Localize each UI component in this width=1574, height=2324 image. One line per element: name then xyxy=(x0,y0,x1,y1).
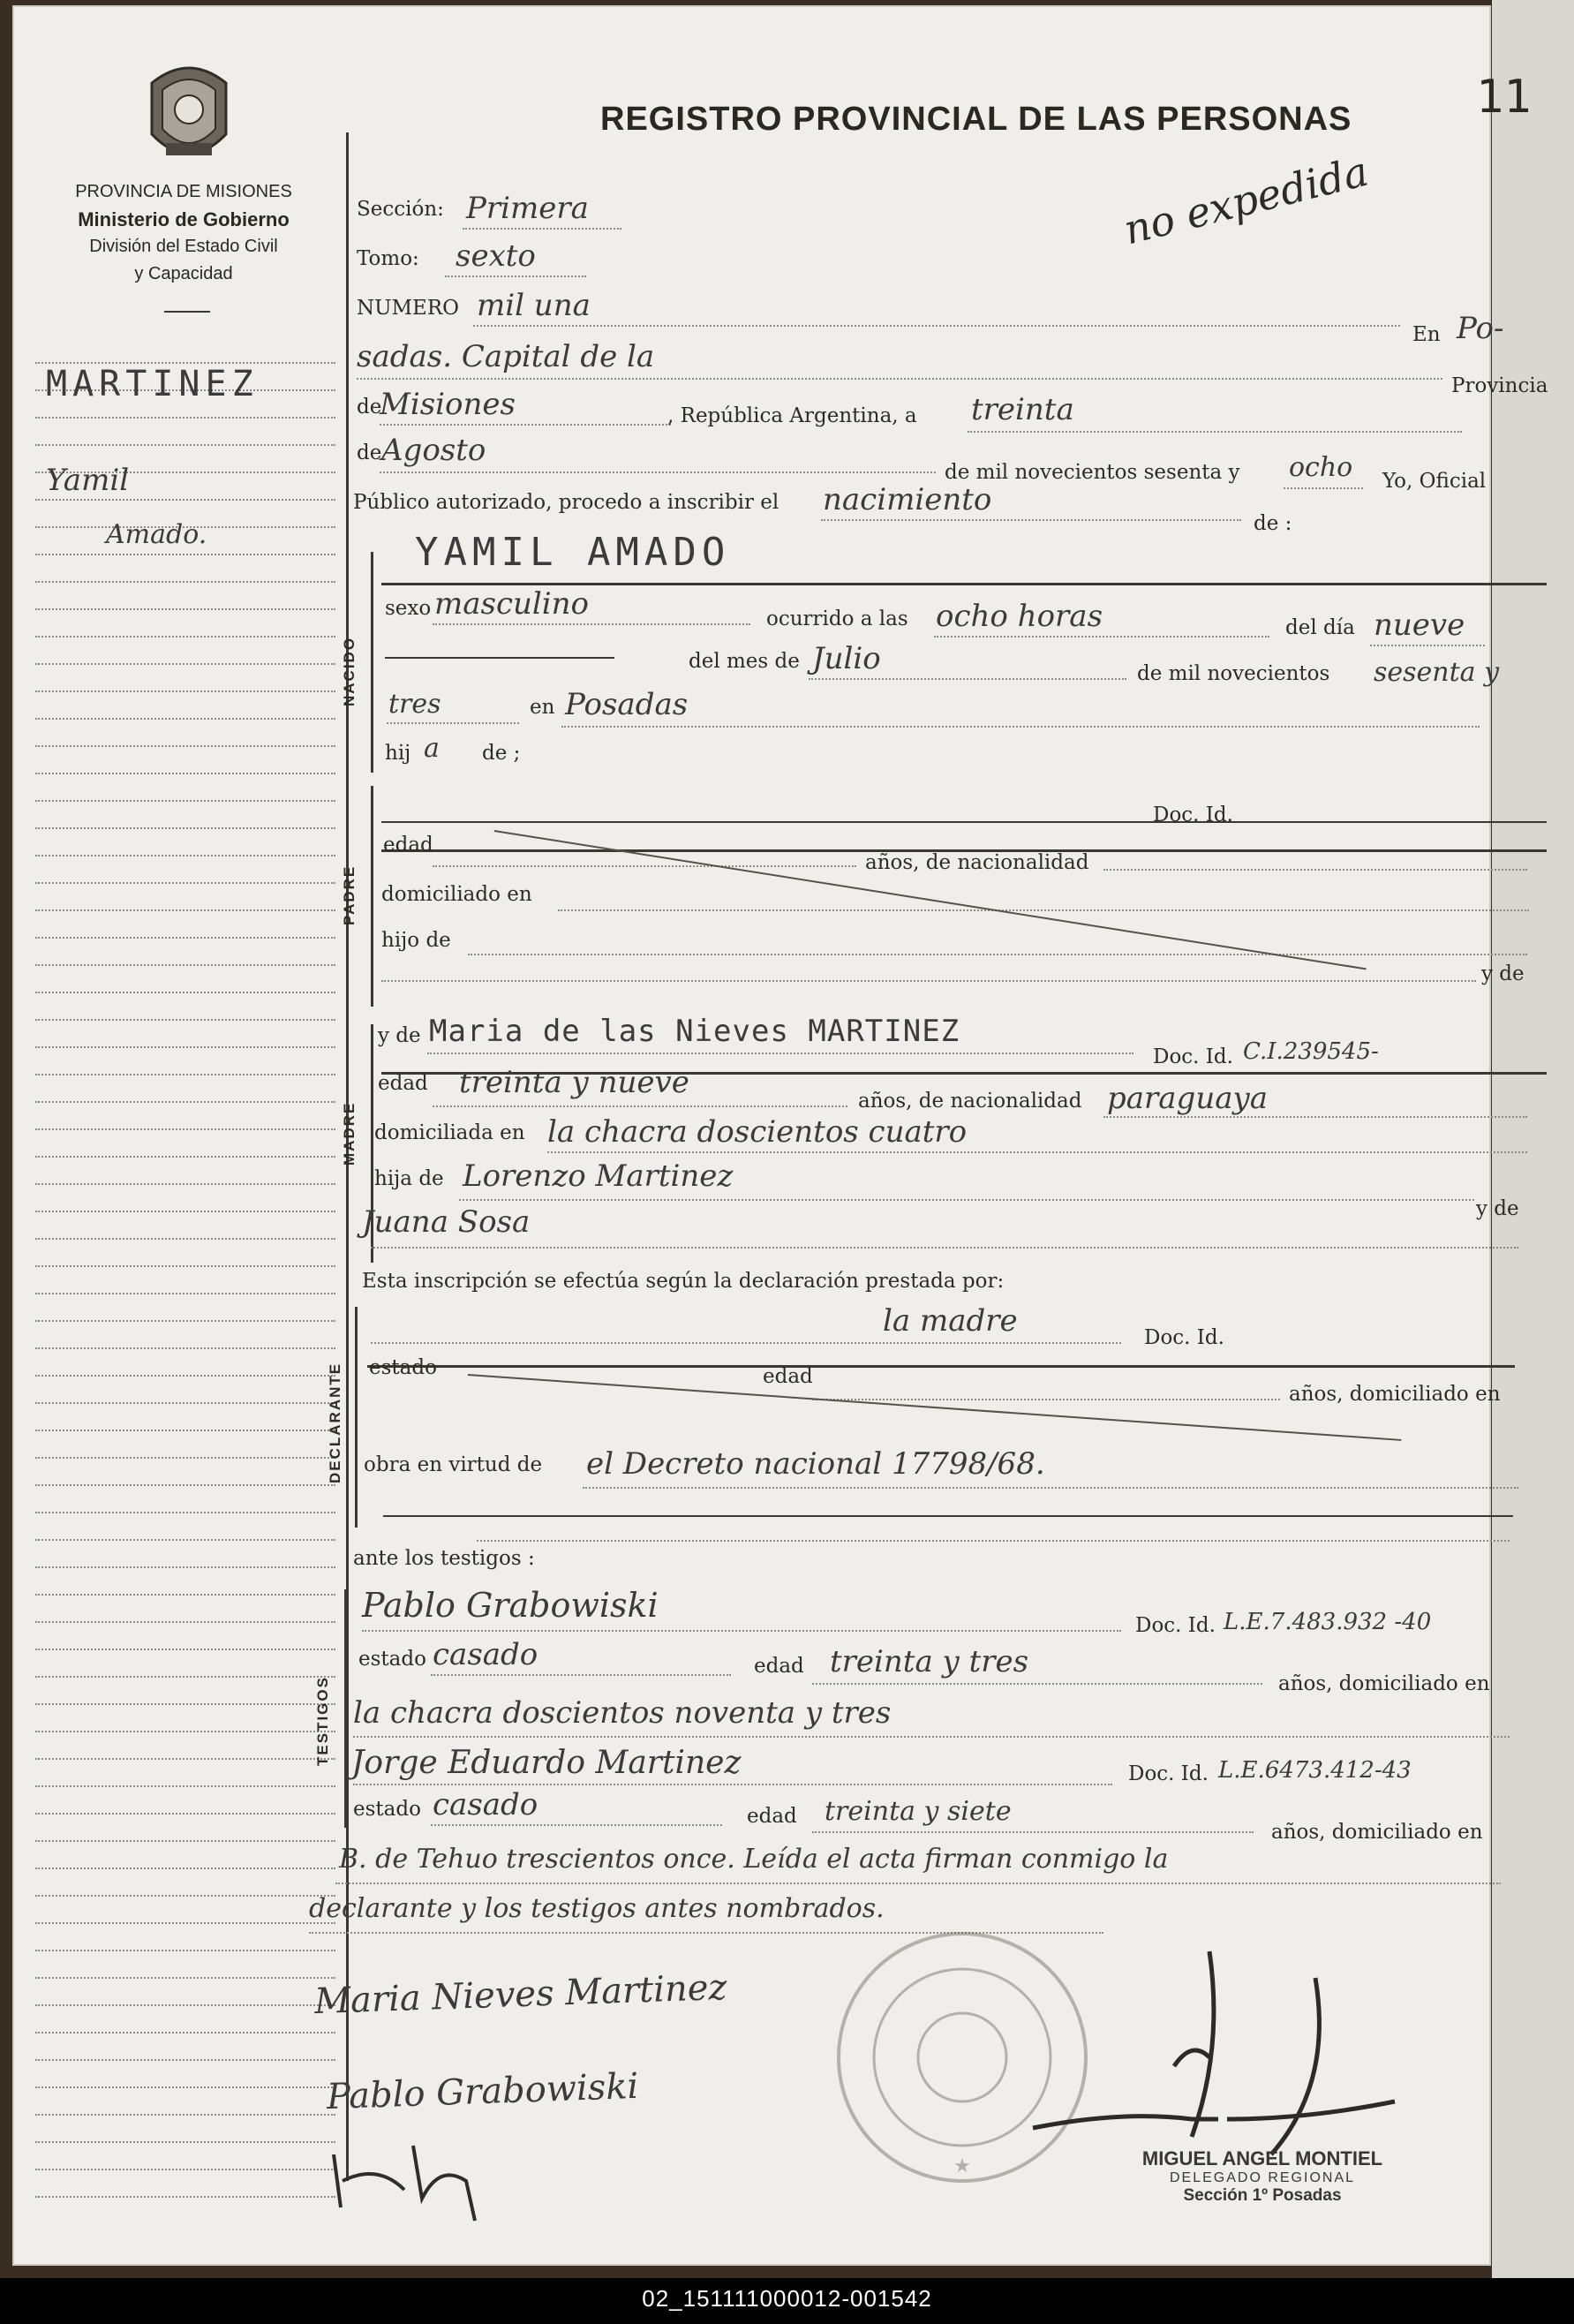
value-madre-nombre: Maria de las Nieves MARTINEZ xyxy=(429,1014,960,1049)
padre-bracket xyxy=(371,786,373,1007)
margin-line xyxy=(35,773,335,774)
label-publico: Público autorizado, procedo a inscribir el xyxy=(353,491,779,514)
margin-line xyxy=(35,1320,335,1322)
margin-line xyxy=(35,1758,335,1760)
section-label-declarante: DECLARANTE xyxy=(327,1362,343,1483)
margin-line xyxy=(35,2169,335,2170)
label-seccion: Sección: xyxy=(357,198,444,221)
margin-line xyxy=(35,800,335,802)
margin-line xyxy=(35,1649,335,1650)
value-t1-estado: casado xyxy=(433,1637,538,1672)
label-madre-doc: Doc. Id. xyxy=(1153,1045,1233,1068)
value-madre-madre: Juana Sosa xyxy=(362,1204,531,1240)
value-anio-nac-a: sesenta y xyxy=(1374,657,1500,688)
margin-line xyxy=(35,909,335,911)
label-madre-dom: domiciliada en xyxy=(374,1121,525,1144)
section-label-testigos: TESTIGOS xyxy=(314,1676,331,1766)
margin-line xyxy=(35,1238,335,1240)
value-provincia: Misiones xyxy=(380,387,516,422)
margin-line xyxy=(35,1265,335,1267)
value-en-city-a: Po- xyxy=(1457,311,1504,346)
margin-name-2: Amado. xyxy=(106,519,207,550)
margin-line xyxy=(35,1840,335,1842)
label-t1-estado: estado xyxy=(358,1648,426,1671)
margin-line xyxy=(35,1074,335,1075)
label-ante: ante los testigos : xyxy=(353,1547,535,1570)
section-label-nacido: NACIDO xyxy=(341,636,358,706)
margin-line xyxy=(35,1375,335,1377)
declarante-bracket xyxy=(355,1307,358,1528)
agency-line-1: PROVINCIA DE MISIONES xyxy=(75,182,292,201)
margin-line xyxy=(35,1512,335,1513)
label-declarante-anos: años, domiciliado en xyxy=(1289,1383,1501,1406)
value-decreto: el Decreto nacional 17798/68. xyxy=(586,1446,1045,1482)
value-madre-nac: paraguaya xyxy=(1107,1081,1268,1116)
margin-line xyxy=(35,1566,335,1568)
label-t2-edad: edad xyxy=(747,1805,797,1828)
value-anio: ocho xyxy=(1289,452,1353,483)
file-caption: 02_151111000012-001542 xyxy=(642,2285,932,2312)
agency-line-4: y Capacidad xyxy=(134,264,233,283)
label-de-1: de xyxy=(357,396,382,419)
label-de-mil-nov: de mil novecientos xyxy=(1137,662,1330,685)
label-padre-nac: años, de nacionalidad xyxy=(865,851,1089,874)
oficial-section: Sección 1º Posadas xyxy=(1183,2186,1342,2205)
value-dia-nac: nueve xyxy=(1374,607,1465,643)
margin-line xyxy=(35,1128,335,1130)
value-t1-nombre: Pablo Grabowiski xyxy=(362,1586,659,1625)
margin-line xyxy=(35,1484,335,1486)
label-ocurrido: ocurrido a las xyxy=(766,607,908,630)
margin-line xyxy=(35,1183,335,1185)
label-padre-y-de: y de xyxy=(1481,962,1525,985)
margin-line xyxy=(35,2114,335,2116)
signature-oficial-icon xyxy=(1015,1943,1439,2176)
section-label-padre: PADRE xyxy=(341,864,358,925)
value-dia: treinta xyxy=(971,392,1074,427)
value-t2-nombre: Jorge Eduardo Martinez xyxy=(351,1745,742,1781)
label-en: En xyxy=(1412,323,1441,346)
value-mes: Agosto xyxy=(381,433,486,468)
margin-line xyxy=(35,1895,335,1897)
margin-surname: MARTINEZ xyxy=(46,364,259,404)
margin-line xyxy=(35,992,335,993)
margin-annotation: no expedida xyxy=(1118,147,1374,254)
value-acto: nacimiento xyxy=(823,482,992,517)
margin-line xyxy=(35,1621,335,1623)
label-t2-estado: estado xyxy=(353,1798,421,1821)
value-seccion: Primera xyxy=(466,191,589,226)
margin-line xyxy=(35,2086,335,2088)
label-numero: NUMERO xyxy=(357,297,460,320)
margin-line xyxy=(35,1046,335,1048)
margin-line xyxy=(35,554,335,555)
signature-declarante: Maria Nieves Martinez xyxy=(313,1966,728,2023)
margin-line xyxy=(35,882,335,884)
label-de-colon: de : xyxy=(1254,512,1292,535)
label-t2-doc: Doc. Id. xyxy=(1128,1762,1209,1785)
value-madre-padre: Lorenzo Martinez xyxy=(463,1158,734,1194)
value-hora: ocho horas xyxy=(936,599,1103,634)
margin-line xyxy=(35,827,335,829)
value-anio-nac-b: tres xyxy=(388,689,441,720)
label-sexo: sexo xyxy=(385,597,432,620)
label-madre-hija: hija de xyxy=(374,1167,444,1190)
value-sexo: masculino xyxy=(434,586,590,622)
margin-line xyxy=(35,1430,335,1431)
margin-line xyxy=(35,581,335,583)
page-title: REGISTRO PROVINCIAL DE LAS PERSONAS xyxy=(600,101,1352,138)
label-republica: , República Argentina, a xyxy=(667,404,917,427)
agency-line-3: División del Estado Civil xyxy=(89,237,278,256)
value-tomo: sexto xyxy=(456,238,536,274)
label-padre-doc: Doc. Id. xyxy=(1153,804,1233,826)
margin-line xyxy=(35,1019,335,1021)
label-inscripcion: Esta inscripción se efectúa según la declaración prestada por: xyxy=(362,1270,1005,1293)
margin-line xyxy=(35,1703,335,1705)
label-provincia: Provincia xyxy=(1451,374,1548,397)
label-del-mes: del mes de xyxy=(689,650,800,673)
label-t1-edad: edad xyxy=(754,1655,804,1678)
testigos-bracket xyxy=(344,1589,347,1828)
next-page-edge xyxy=(1492,0,1574,2278)
margin-line xyxy=(35,1211,335,1212)
margin-line xyxy=(35,417,335,419)
margin-line xyxy=(35,1347,335,1349)
margin-line xyxy=(35,1977,335,1979)
label-madre-nac: años, de nacionalidad xyxy=(858,1090,1082,1113)
margin-line xyxy=(35,2032,335,2034)
label-declarante-doc: Doc. Id. xyxy=(1144,1326,1224,1349)
margin-line xyxy=(35,1293,335,1294)
label-tomo: Tomo: xyxy=(357,247,419,270)
section-label-madre: MADRE xyxy=(341,1101,358,1166)
margin-line xyxy=(35,745,335,747)
value-t2-edad: treinta y siete xyxy=(825,1796,1012,1827)
oficial-role: DELEGADO REGIONAL xyxy=(1169,2170,1356,2185)
page-number: 11 xyxy=(1476,71,1532,124)
margin-line xyxy=(35,964,335,966)
margin-name-1: Yamil xyxy=(46,463,130,498)
label-declarante-estado: estado xyxy=(369,1356,437,1379)
label-yo-oficial: Yo, Oficial xyxy=(1382,470,1487,493)
margin-line xyxy=(35,2004,335,2006)
nacido-bracket xyxy=(371,552,373,773)
value-closing: declarante y los testigos antes nombrados. xyxy=(309,1893,885,1924)
label-hij: hij xyxy=(385,742,411,765)
margin-line xyxy=(35,1950,335,1951)
signature-witness-2-icon xyxy=(325,2128,537,2229)
margin-line xyxy=(35,663,335,665)
label-padre-dom: domiciliado en xyxy=(381,883,532,906)
label-madre-y-de: y de xyxy=(378,1024,421,1047)
label-hij-de: de ; xyxy=(482,742,521,765)
margin-line xyxy=(35,1813,335,1815)
margin-line xyxy=(35,1402,335,1404)
value-numero: mil una xyxy=(477,288,591,323)
margin-line xyxy=(35,636,335,638)
value-madre-edad: treinta y nueve xyxy=(459,1065,689,1100)
oficial-name: MIGUEL ANGEL MONTIEL xyxy=(1141,2147,1383,2169)
value-madre-doc: C.I.239545- xyxy=(1243,1038,1379,1065)
label-madre-y-de-2: y de xyxy=(1476,1197,1519,1220)
label-de-2: de xyxy=(357,441,382,464)
margin-line xyxy=(35,1785,335,1787)
margin-line xyxy=(35,2059,335,2061)
margin-line xyxy=(35,690,335,692)
margin-line xyxy=(35,2196,335,2198)
margin-line xyxy=(35,1868,335,1869)
margin-line xyxy=(35,444,335,446)
margin-line xyxy=(35,1156,335,1158)
margin-line xyxy=(35,499,335,501)
margin-line xyxy=(35,937,335,939)
label-de-mil: de mil novecientos sesenta y xyxy=(945,461,1240,484)
label-t2-anos: años, domiciliado en xyxy=(1271,1821,1483,1844)
label-en-nac: en xyxy=(530,696,555,719)
value-t1-edad: treinta y tres xyxy=(830,1644,1029,1679)
agency-line-2: Ministerio de Gobierno xyxy=(78,208,290,230)
value-t2-doc: L.E.6473.412-43 xyxy=(1218,1757,1412,1784)
label-declarante-edad: edad xyxy=(763,1365,813,1388)
margin-line xyxy=(35,1731,335,1732)
value-mes-nac: Julio xyxy=(812,641,881,676)
value-t1-doc: L.E.7.483.932 -40 xyxy=(1224,1609,1432,1635)
svg-text:★: ★ xyxy=(953,2155,971,2177)
margin-line xyxy=(35,1539,335,1541)
value-en-city-b: sadas. Capital de la xyxy=(357,339,655,374)
agency-block xyxy=(34,178,334,288)
label-t1-doc: Doc. Id. xyxy=(1135,1614,1216,1637)
margin-line xyxy=(35,2141,335,2143)
oficial-stamp xyxy=(1086,2147,1439,2206)
margin-line xyxy=(35,1922,335,1924)
label-madre-edad: edad xyxy=(378,1072,428,1095)
value-nombre: YAMIL AMADO xyxy=(415,530,731,575)
margin-line xyxy=(35,1594,335,1596)
label-del-dia: del día xyxy=(1285,616,1355,639)
signature-witness-1: Pablo Grabowiski xyxy=(326,2065,640,2118)
value-t2-dom: B. de Tehuo trescientos once. Leída el acta firman conmigo la xyxy=(339,1844,1169,1875)
label-t1-anos: años, domiciliado en xyxy=(1278,1672,1490,1695)
label-padre-edad: edad xyxy=(383,834,433,856)
value-t1-dom: la chacra doscientos noventa y tres xyxy=(353,1695,892,1731)
margin-line xyxy=(35,1676,335,1678)
province-emblem-icon xyxy=(139,57,238,171)
value-madre-dom: la chacra doscientos cuatro xyxy=(547,1114,968,1150)
margin-line xyxy=(35,1457,335,1459)
value-t2-estado: casado xyxy=(433,1787,538,1822)
value-hij-suffix: a xyxy=(424,733,440,764)
value-declarante: la madre xyxy=(883,1303,1018,1339)
label-padre-hijo: hijo de xyxy=(381,929,451,952)
margin-line xyxy=(35,718,335,720)
margin-line xyxy=(35,608,335,610)
value-lugar-nac: Posadas xyxy=(565,687,689,722)
agency-divider xyxy=(164,311,210,313)
margin-line xyxy=(35,855,335,856)
margin-line xyxy=(35,1101,335,1103)
label-obra: obra en virtud de xyxy=(364,1453,543,1476)
